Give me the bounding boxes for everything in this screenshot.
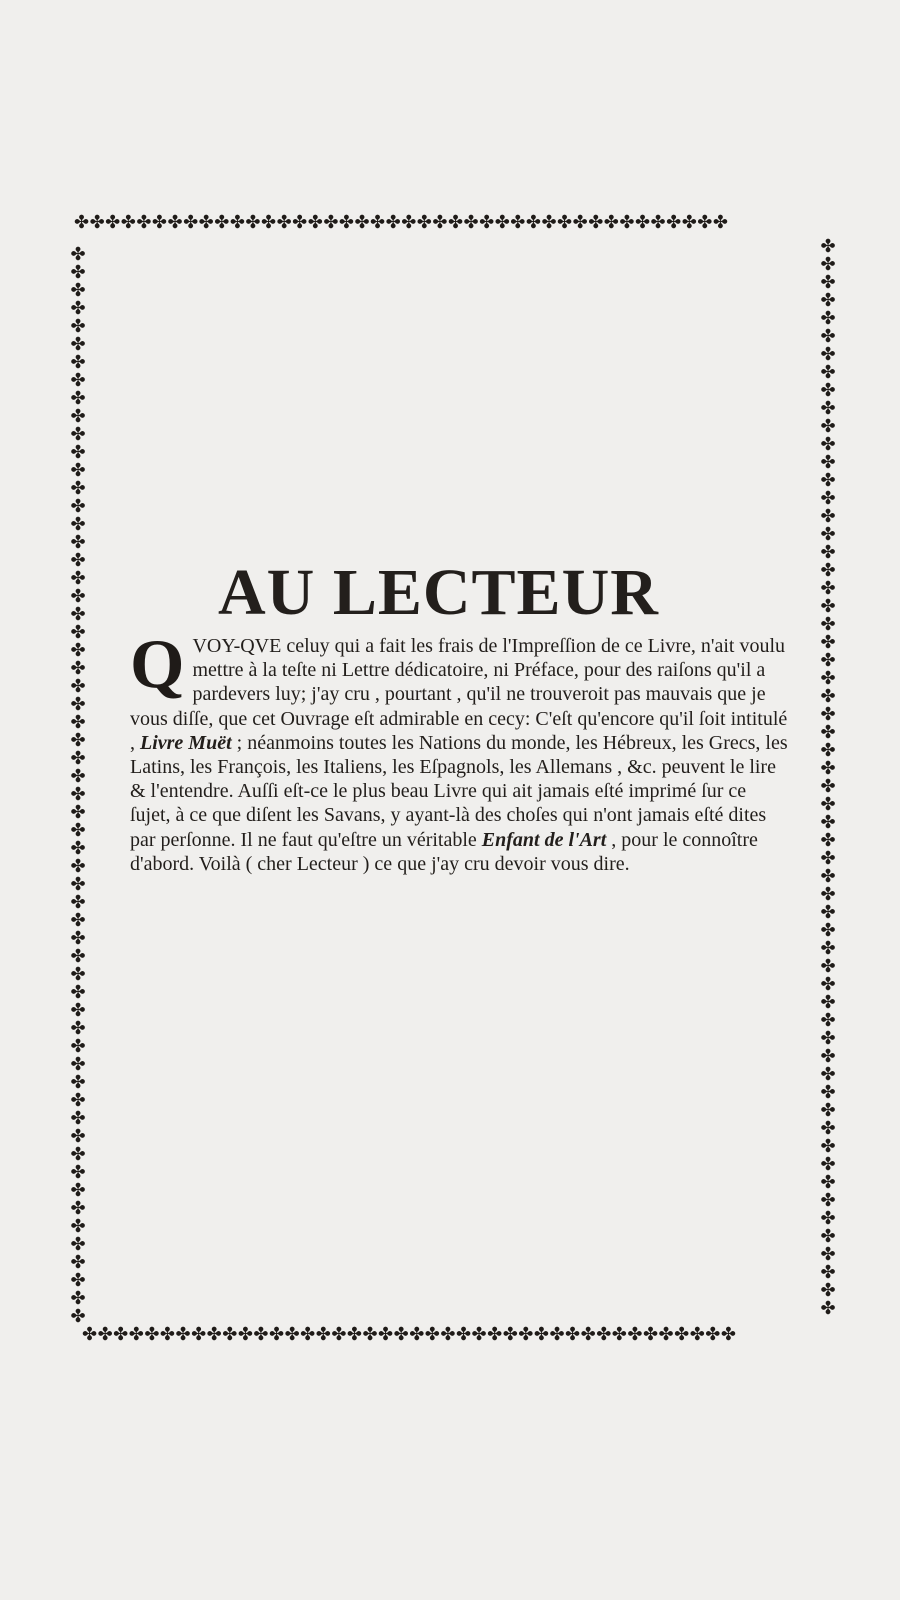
body-segment-1: celuy qui a fait les frais de l'Impreſſion de ce Livre, n'ait voulu mettre à la teſte ni Lettre dédicatoire, ni Préface, pour des raiſons qu'il a pardevers luy; j'ay cru , pourtant , qu'il ne trouveroit pas mauvais que je vous diſſe, que cet Ouvrage eſt admirable en cecy: C'eſt qu'encore qu'il ſoit intitulé , <box>130 635 788 754</box>
opening-word: VOY-QVE <box>192 635 282 657</box>
body-segment-2: ; néanmoins toutes les Nations du monde, les Hébreux, les Grecs, les Latins, les François, les Italiens, les Eſpagnols, les Allemans , &c. peuvent le lire & l'entendre. Auſſi eſt-ce le plus beau Livre qui ait jamais eſté imprimé ſur ce ſujet, à ce que diſent les Savans, y ayant-là des choſes qui n'ont jamais eſté dites par perſonne. Il ne faut qu'eſtre un véritable <box>130 731 788 851</box>
ornamental-border-left-icon: ✤✤✤✤✤✤✤✤✤✤✤✤✤✤✤✤✤✤✤✤✤✤✤✤✤✤✤✤✤✤✤✤✤✤✤✤✤✤✤✤✤✤✤✤✤✤✤✤✤✤✤✤✤✤✤✤✤✤✤✤ <box>70 246 86 1327</box>
ornamental-border-right-icon: ✤✤✤✤✤✤✤✤✤✤✤✤✤✤✤✤✤✤✤✤✤✤✤✤✤✤✤✤✤✤✤✤✤✤✤✤✤✤✤✤✤✤✤✤✤✤✤✤✤✤✤✤✤✤✤✤✤✤✤✤ <box>820 238 836 1319</box>
title-reference-livre-muet: Livre Muët <box>140 731 232 754</box>
ornamental-border-bottom-icon: ✤✤✤✤✤✤✤✤✤✤✤✤✤✤✤✤✤✤✤✤✤✤✤✤✤✤✤✤✤✤✤✤✤✤✤✤✤✤✤✤✤✤ <box>82 1326 737 1345</box>
text-block <box>130 626 790 876</box>
title-reference-enfant-de-l-art: Enfant de l'Art <box>481 828 607 851</box>
page-title: AU LECTEUR <box>218 556 659 629</box>
drop-cap: Q <box>130 626 185 703</box>
ornamental-border-top-icon: ✤✤✤✤✤✤✤✤✤✤✤✤✤✤✤✤✤✤✤✤✤✤✤✤✤✤✤✤✤✤✤✤✤✤✤✤✤✤✤✤✤✤ <box>74 214 729 233</box>
body-segment-3: , pour le connoître d'abord. Voilà ( cher Lecteur ) ce que j'ay cru devoir vous dire. <box>130 828 758 875</box>
body-paragraph <box>130 626 790 876</box>
